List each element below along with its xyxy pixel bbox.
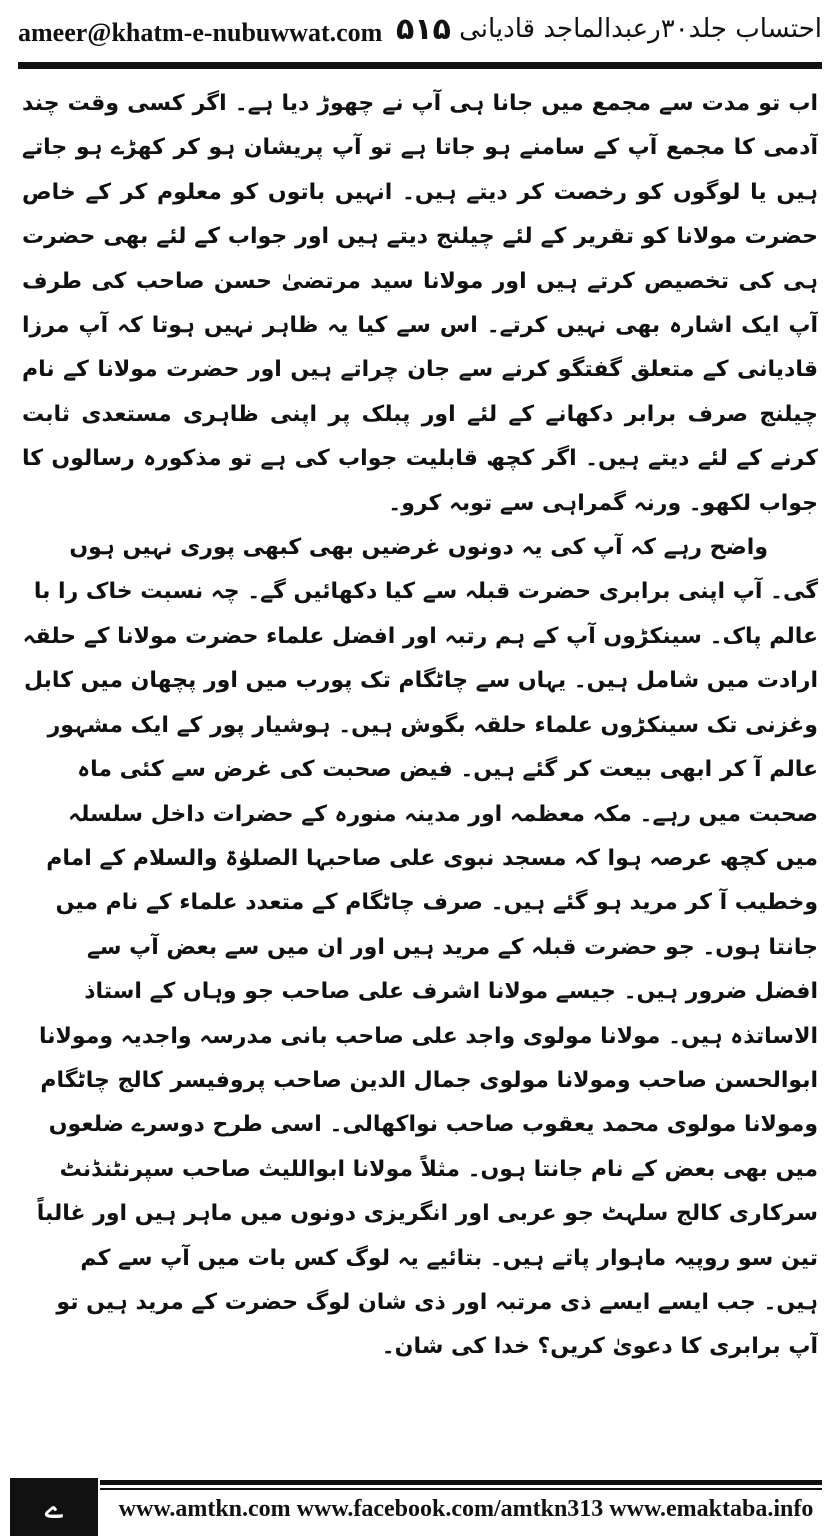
- footer-links[interactable]: www.amtkn.com www.facebook.com/amtkn313 www.emaktaba.info: [118, 1496, 814, 1522]
- footer-logo-box: ے: [10, 1478, 98, 1536]
- page-header: [18, 14, 822, 58]
- paragraph-2: واضح رہے کہ آپ کی یہ دونوں غرضیں بھی کبھی پوری نہیں ہوں گی۔ آپ اپنی برابری حضرت قبلہ سے کیا دکھائیں گے۔ چہ نسبت خاک را با عالم پاک۔ سینکڑوں آپ کے ہم رتبہ اور افضل علماء حضرت مولانا کے حلقہ ارادت میں شامل ہیں۔ یہاں سے چاٹگام تک پورب میں اور پچھان میں کابل وغزنی تک سینکڑوں علماء حلقہ بگوش ہیں۔ ہوشیار پور کے ایک مشہور عالم آ کر ابھی بیعت کر گئے ہیں۔ فیض صحبت کی غرض سے کئی ماہ صحبت میں رہے۔ مکہ معظمہ اور مدینہ منورہ کے حضرات داخل سلسلہ میں کچھ عرصہ ہوا کہ مسجد نبوی علی صاحبہا الصلوٰۃ والسلام کے امام وخطیب آ کر مرید ہو گئے ہیں۔ صرف چاٹگام کے متعدد علماء کے نام میں جانتا ہوں۔ جو حضرت قبلہ کے مرید ہیں اور ان میں سے بعض آپ سے افضل ضرور ہیں۔ جیسے مولانا اشرف علی صاحب جو وہاں کے استاذ الاساتذہ ہیں۔ مولانا مولوی واجد علی صاحب بانی مدرسہ واجدیہ ومولانا ابوالحسن صاحب ومولانا مولوی جمال الدین صاحب پروفیسر کالج چاٹگام ومولانا مولوی محمد یعقوب صاحب نواکھالی۔ اسی طرح دوسرے ضلعوں میں بھی بعض کے نام جانتا ہوں۔ مثلاً مولانا ابواللیث صاحب سپرنٹنڈنٹ سرکاری کالج سلہٹ جو عربی اور انگریزی دونوں میں ماہر ہیں اور غالباً تین سو روپیہ ماہوار پاتے ہیں۔ بتائیے یہ لوگ کس بات میں آپ سے کم ہیں۔ جب ایسے ایسے ذی مرتبہ اور ذی شان لوگ حضرت کے مرید ہیں تو آپ برابری کا دعویٰ کریں؟ خدا کی شان۔: [22, 535, 818, 1360]
- footer-divider: [100, 1480, 822, 1485]
- header-divider: [18, 62, 822, 69]
- book-title: احتساب جلد۳۰رعبدالماجد قادیانی: [459, 14, 822, 44]
- paragraph-1: اب تو مدت سے مجمع میں جانا ہی آپ نے چھوڑ دیا ہے۔ اگر کسی وقت چند آدمی کا مجمع آپ کے سامنے ہو جاتا ہے تو آپ پریشان ہو کر کھڑے ہو جاتے ہیں یا لوگوں کو رخصت کر دیتے ہیں۔ انہیں باتوں کو معلوم کر کے خاص حضرت مولانا کو تقریر کے لئے چیلنج دیتے ہیں اور جواب کے لئے بھی حضرت ہی کی تخصیص کرتے ہیں اور مولانا سید مرتضیٰ حسن صاحب کی طرف آپ ایک اشارہ بھی نہیں کرتے۔ اس سے کیا یہ ظاہر نہیں ہوتا کہ آپ مرزا قادیانی کے متعلق گفتگو کرنے سے جان چراتے ہیں اور حضرت مولانا کے نام چیلنج صرف برابر دکھانے کے لئے اور پبلک پر اپنی ظاہری مستعدی ثابت کرنے کے لئے دیتے ہیں۔ اگر کچھ قابلیت جواب کی ہے تو مذکورہ رسالوں کا جواب لکھو۔ ورنہ گمراہی سے توبہ کرو۔: [22, 91, 818, 516]
- footer-divider-thin: [100, 1488, 822, 1490]
- header-email[interactable]: ameer@khatm-e-nubuwwat.com: [18, 18, 383, 47]
- page-body: [22, 82, 818, 1452]
- page-number: ۵۱۵: [396, 12, 451, 47]
